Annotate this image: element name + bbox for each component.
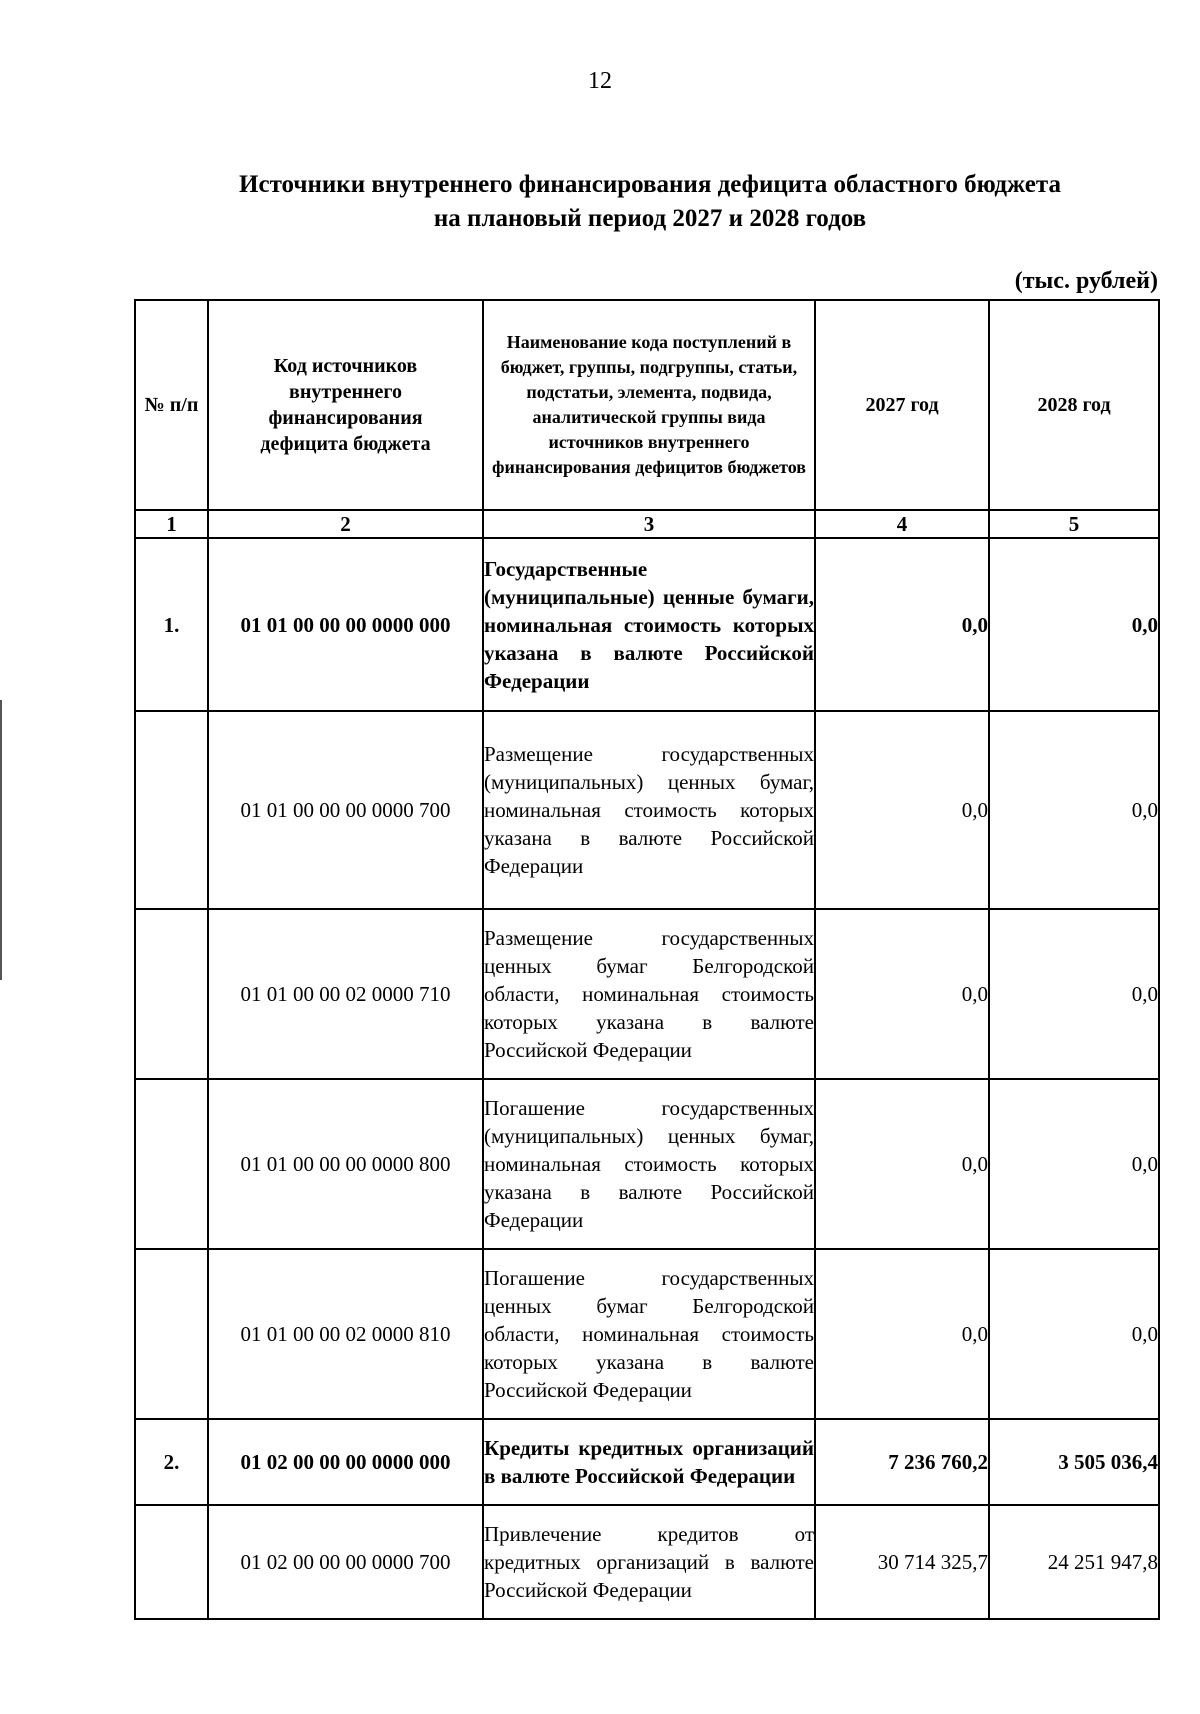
source-code: 01 01 00 00 00 0000 800 [208,1079,483,1249]
table-row [135,538,1159,711]
column-number: 5 [989,510,1159,538]
amount-2027: 0,0 [815,1079,989,1249]
source-code: 01 01 00 00 02 0000 810 [208,1249,483,1419]
source-code: 01 01 00 00 00 0000 000 [208,538,483,711]
source-name: Погашение государственных (муниципальных) ценных бумаг, номинальная стоимость которых указана в валюте Российской Федерации [483,1079,815,1249]
source-name: Государственные (муниципальные) ценные бумаги, номинальная стоимость которых указана в валюте Российской Федерации [483,538,815,711]
amount-2027: 0,0 [815,538,989,711]
row-number [135,1505,208,1619]
column-number-row [135,510,1159,538]
amount-2027: 0,0 [815,1249,989,1419]
table-row [135,909,1159,1079]
amount-2028: 0,0 [989,1079,1159,1249]
source-name: Размещение государственных (муниципальных) ценных бумаг, номинальная стоимость которых указана в валюте Российской Федерации [483,711,815,909]
header-year-2027: 2027 год [815,300,989,510]
column-number: 1 [135,510,208,538]
row-number: 2. [135,1419,208,1505]
title-line-1: Источники внутреннего финансирования дефицита областного бюджета [239,171,1061,198]
source-name: Размещение государственных ценных бумаг Белгородской области, номинальная стоимость которых указана в валюте Российской Федерации [483,909,815,1079]
header-source-code: Код источников внутреннего финансирования дефицита бюджета [208,300,483,510]
amount-2027: 0,0 [815,909,989,1079]
source-code: 01 02 00 00 00 0000 700 [208,1505,483,1619]
table-row [135,1505,1159,1619]
row-number [135,711,208,909]
header-code-name: Наименование кода поступлений в бюджет, группы, подгруппы, статьи, подстатьи, элемента, подвида, аналитической группы вида источников внутреннего финансирования дефицитов бюджетов [483,300,815,510]
row-number [135,909,208,1079]
row-number: 1. [135,538,208,711]
amount-2028: 24 251 947,8 [989,1505,1159,1619]
page-number: 12 [588,68,612,94]
amount-2028: 0,0 [989,909,1159,1079]
source-name: Погашение государственных ценных бумаг Белгородской области, номинальная стоимость которых указана в валюте Российской Федерации [483,1249,815,1419]
amount-2028: 3 505 036,4 [989,1419,1159,1505]
source-code: 01 01 00 00 02 0000 710 [208,909,483,1079]
column-number: 4 [815,510,989,538]
table-row [135,1249,1159,1419]
row-number [135,1079,208,1249]
column-number: 3 [483,510,815,538]
source-code: 01 02 00 00 00 0000 000 [208,1419,483,1505]
amount-2028: 0,0 [989,711,1159,909]
table-header-row [135,300,1159,510]
header-row-number: № п/п [135,300,208,510]
table-row [135,711,1159,909]
amount-2028: 0,0 [989,1249,1159,1419]
budget-sources-table [134,299,1160,1620]
title-line-2: на плановый период 2027 и 2028 годов [433,205,867,232]
source-name: Кредиты кредитных организаций в валюте Российской Федерации [483,1419,815,1505]
header-year-2028: 2028 год [989,300,1159,510]
source-code: 01 01 00 00 00 0000 700 [208,711,483,909]
amount-2027: 30 714 325,7 [815,1505,989,1619]
column-number: 2 [208,510,483,538]
row-number [135,1249,208,1419]
scan-edge-line [0,700,2,980]
amount-2028: 0,0 [989,538,1159,711]
source-name: Привлечение кредитов от кредитных организаций в валюте Российской Федерации [483,1505,815,1619]
amount-2027: 0,0 [815,711,989,909]
table-row [135,1419,1159,1505]
document-title [160,168,1140,236]
amount-2027: 7 236 760,2 [815,1419,989,1505]
table-row [135,1079,1159,1249]
unit-note: (тыс. рублей) [1014,268,1158,294]
